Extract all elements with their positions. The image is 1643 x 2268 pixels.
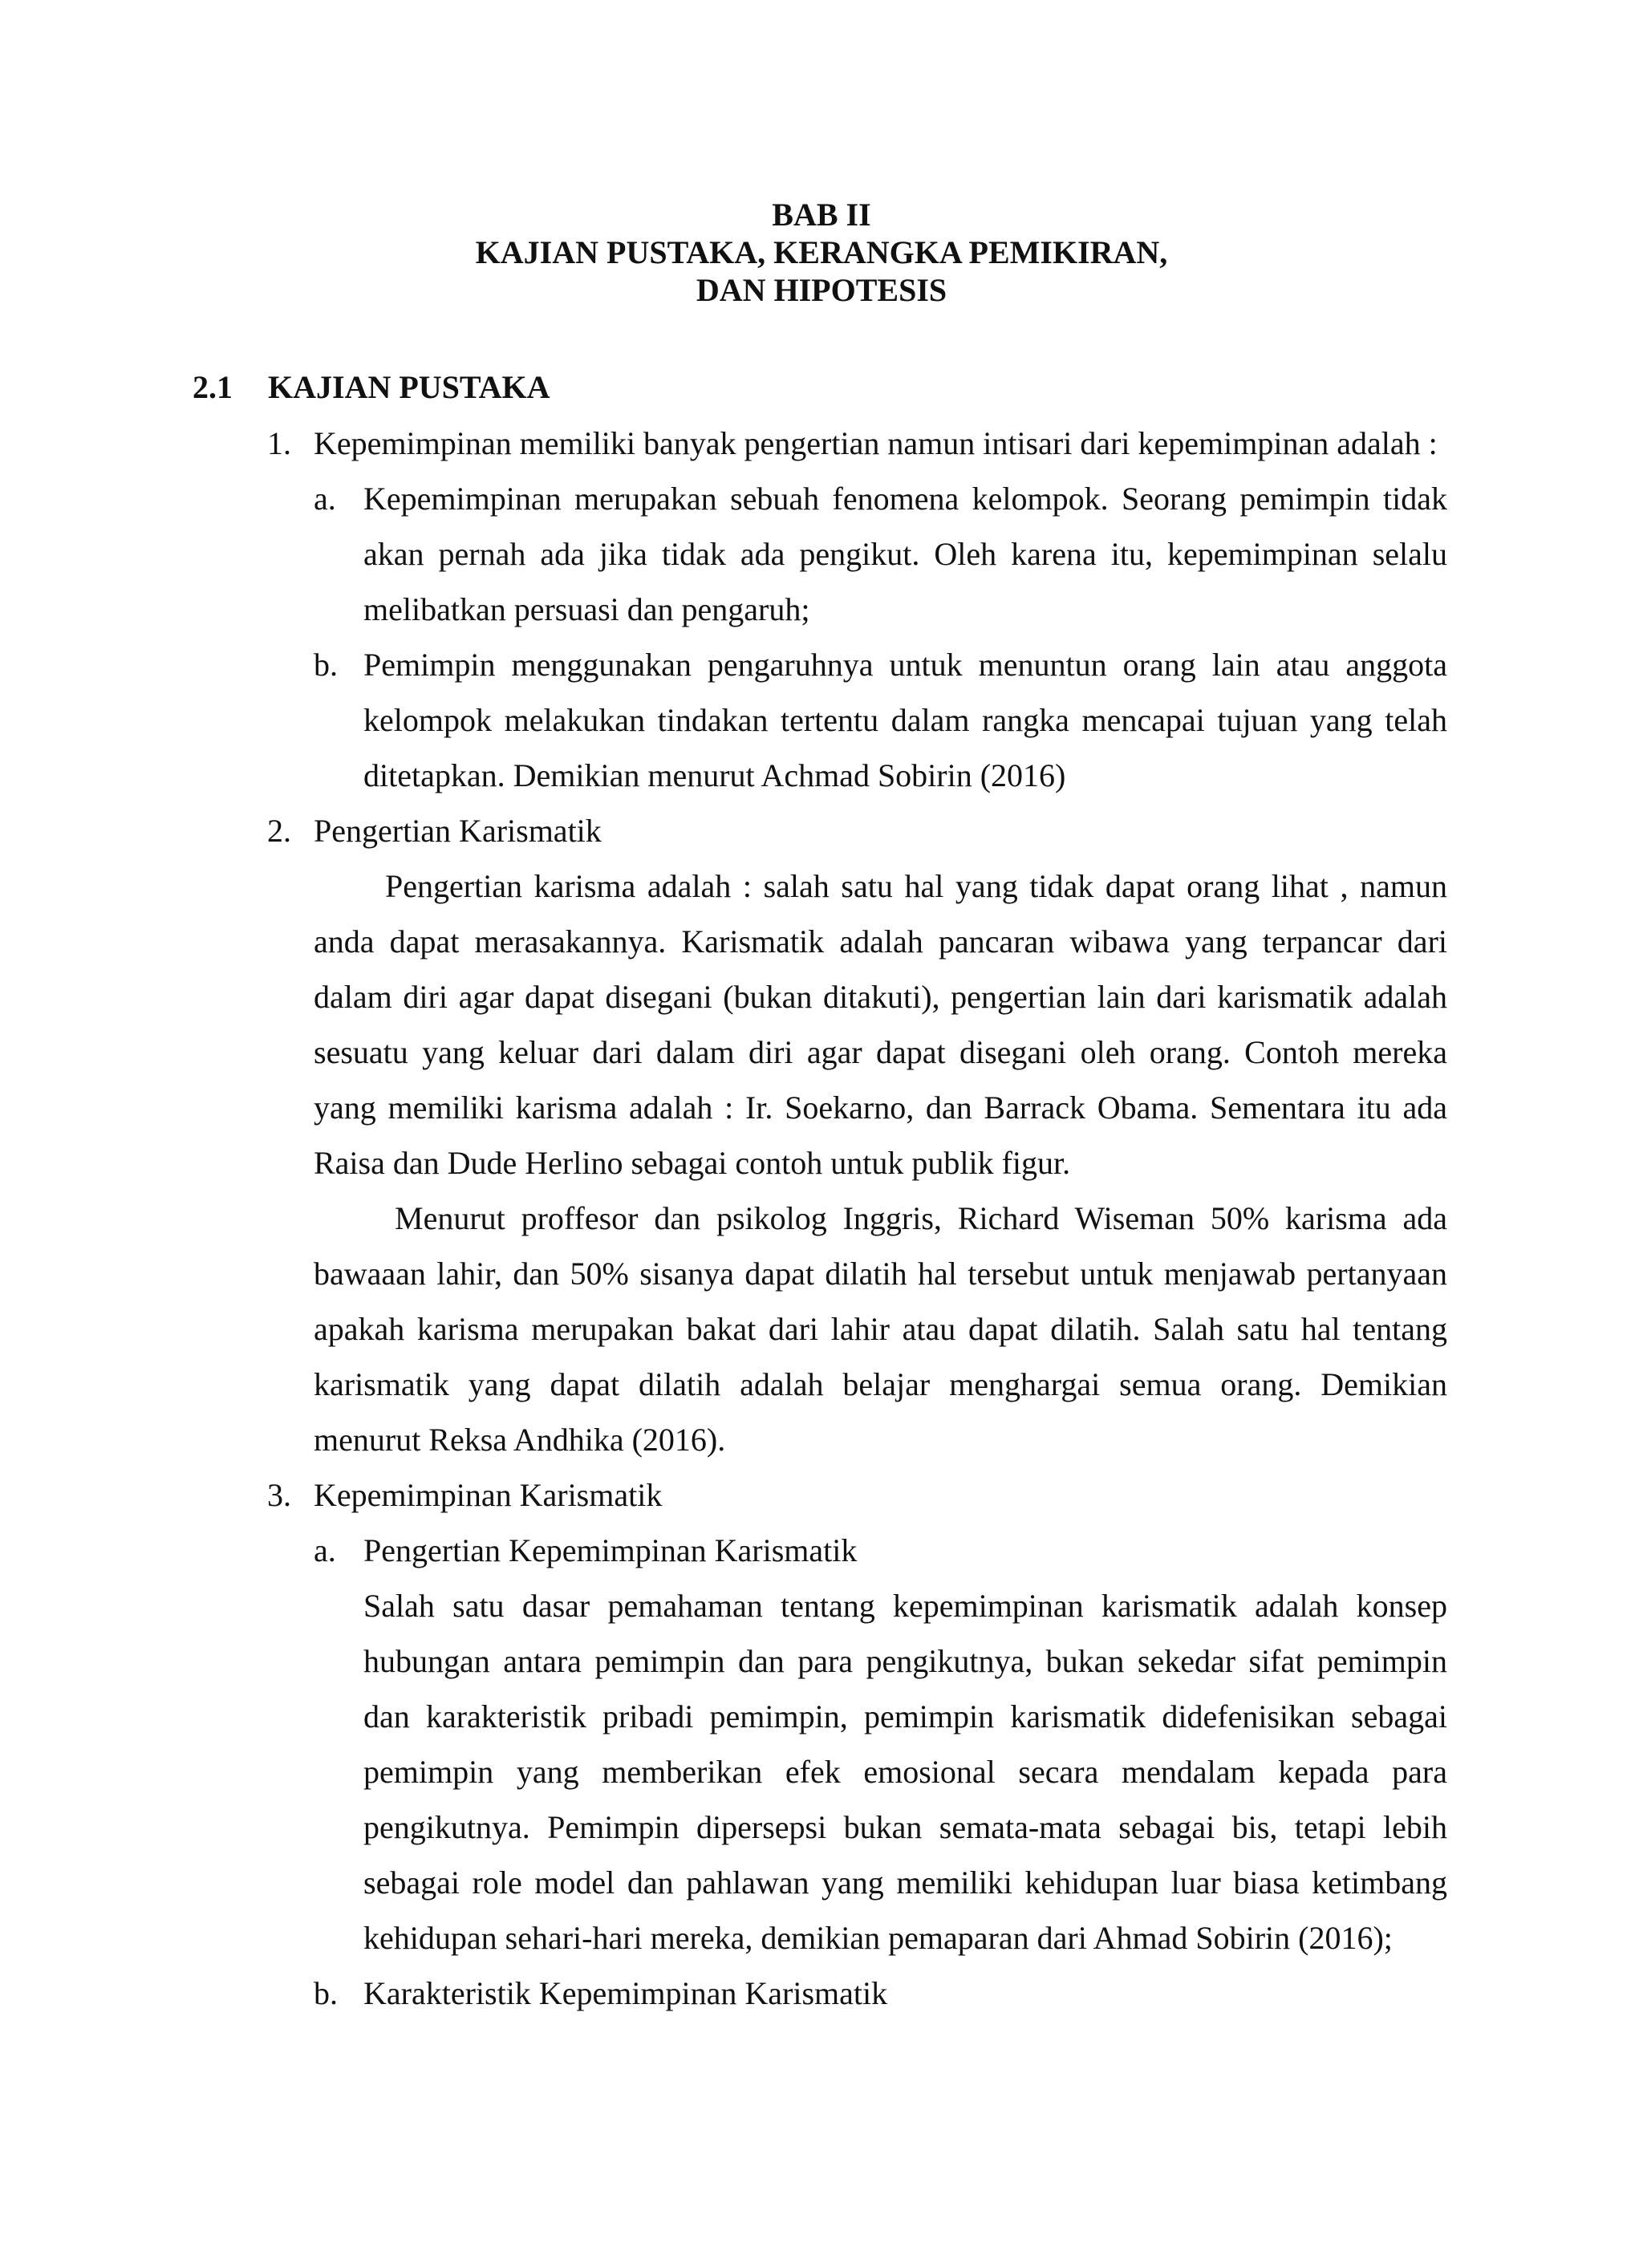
item-2-p1-line: Pengertian karisma adalah : salah satu hal yang tidak dapat orang lihat , namun bbox=[385, 868, 1447, 904]
item-1b-line: Pemimpin menggunakan pengaruhnya untuk menuntun orang lain atau anggota bbox=[363, 647, 1447, 683]
item-2-p1-line: anda dapat merasakannya. Karismatik adalah pancaran wibawa yang terpancar dari bbox=[314, 923, 1447, 960]
item-3a-line: pemimpin yang memberikan efek emosional secara mendalam kepada para bbox=[363, 1754, 1447, 1790]
item-1-marker: 1. bbox=[267, 425, 291, 461]
item-3b-marker: b. bbox=[314, 1975, 338, 2011]
item-1b-line: kelompok melakukan tindakan tertentu dalam rangka mencapai tujuan yang telah bbox=[363, 702, 1447, 738]
item-1b-line: ditetapkan. Demikian menurut Achmad Sobirin (2016) bbox=[363, 757, 1066, 793]
item-2-p1-line: yang memiliki karisma adalah : Ir. Soekarno, dan Barrack Obama. Sementara itu ada bbox=[314, 1089, 1447, 1126]
item-1-text: Kepemimpinan memiliki banyak pengertian namun intisari dari kepemimpinan adalah : bbox=[314, 425, 1438, 461]
item-3a-marker: a. bbox=[314, 1532, 336, 1568]
item-3a-line: hubungan antara pemimpin dan para pengikutnya, bukan sekedar sifat pemimpin bbox=[363, 1643, 1447, 1679]
item-2-p2-line: Menurut proffesor dan psikolog Inggris, Richard Wiseman 50% karisma ada bbox=[395, 1200, 1447, 1236]
item-1a-line: melibatkan persuasi dan pengaruh; bbox=[363, 591, 810, 627]
item-1b-marker: b. bbox=[314, 647, 338, 683]
item-2-p2-line: karismatik yang dapat dilatih adalah belajar menghargai semua orang. Demikian bbox=[314, 1366, 1447, 1402]
item-2-p2-line: apakah karisma merupakan bakat dari lahir atau dapat dilatih. Salah satu hal tentang bbox=[314, 1311, 1447, 1347]
item-3-marker: 3. bbox=[267, 1477, 291, 1513]
item-2-p1-line: dalam diri agar dapat disegani (bukan ditakuti), pengertian lain dari karismatik adalah bbox=[314, 979, 1447, 1015]
item-1a-marker: a. bbox=[314, 481, 336, 517]
section-title: KAJIAN PUSTAKA bbox=[268, 369, 550, 405]
item-2-p2-line: menurut Reksa Andhika (2016). bbox=[314, 1422, 726, 1458]
section-number: 2.1 bbox=[193, 369, 233, 405]
item-3a-line: Salah satu dasar pemahaman tentang kepemimpinan karismatik adalah konsep bbox=[363, 1588, 1447, 1624]
item-1a-line: akan pernah ada jika tidak ada pengikut. Oleh karena itu, kepemimpinan selalu bbox=[363, 536, 1447, 572]
item-3b-title: Karakteristik Kepemimpinan Karismatik bbox=[363, 1975, 888, 2011]
item-1a-line: Kepemimpinan merupakan sebuah fenomena kelompok. Seorang pemimpin tidak bbox=[363, 481, 1447, 517]
chapter-label: BAB II bbox=[772, 197, 871, 233]
item-2-p1-line: sesuatu yang keluar dari dalam diri agar dapat disegani oleh orang. Contoh mereka bbox=[314, 1034, 1447, 1070]
item-2-p2-line: bawaaan lahir, dan 50% sisanya dapat dilatih hal tersebut untuk menjawab pertanyaan bbox=[314, 1256, 1447, 1292]
chapter-title-line1: KAJIAN PUSTAKA, KERANGKA PEMIKIRAN, bbox=[475, 234, 1168, 270]
item-3a-line: kehidupan sehari-hari mereka, demikian pemaparan dari Ahmad Sobirin (2016); bbox=[363, 1920, 1393, 1956]
item-3a-line: sebagai role model dan pahlawan yang memiliki kehidupan luar biasa ketimbang bbox=[363, 1864, 1447, 1901]
chapter-title-line2: DAN HIPOTESIS bbox=[696, 272, 947, 308]
item-3a-title: Pengertian Kepemimpinan Karismatik bbox=[363, 1532, 858, 1568]
item-2-title: Pengertian Karismatik bbox=[314, 813, 602, 849]
item-2-marker: 2. bbox=[267, 813, 291, 849]
item-2-p1-line: Raisa dan Dude Herlino sebagai contoh untuk publik figur. bbox=[314, 1145, 1071, 1181]
item-3a-line: dan karakteristik pribadi pemimpin, pemimpin karismatik didefenisikan sebagai bbox=[363, 1698, 1447, 1734]
item-3a-line: pengikutnya. Pemimpin dipersepsi bukan semata-mata sebagai bis, tetapi lebih bbox=[363, 1809, 1447, 1845]
item-3-title: Kepemimpinan Karismatik bbox=[314, 1477, 663, 1513]
